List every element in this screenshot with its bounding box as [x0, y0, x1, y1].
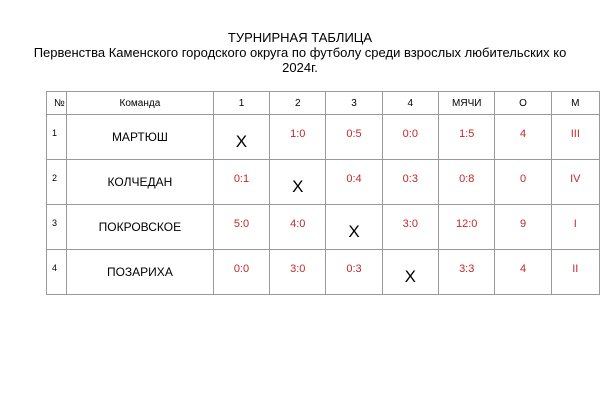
balls-cell: 3:3: [438, 250, 495, 295]
header-points: О: [495, 92, 551, 115]
self-match-mark: X: [404, 267, 416, 286]
document-heading: [0, 30, 600, 75]
header-balls: МЯЧИ: [438, 92, 495, 115]
self-match-cell: [270, 160, 326, 205]
balls-cell: 0:8: [438, 160, 495, 205]
balls-cell: 1:5: [438, 115, 495, 160]
self-match-cell: [382, 250, 438, 295]
table-row: [47, 160, 600, 205]
header-team: Команда: [66, 92, 213, 115]
self-match-mark: X: [292, 177, 304, 196]
table-row: [47, 250, 600, 295]
table-subtitle: Первенства Каменского городского округа по футболу среди взрослых любительских ко: [33, 45, 567, 60]
points-cell: 4: [495, 250, 551, 295]
table-row: [47, 115, 600, 160]
table-title: ТУРНИРНАЯ ТАБЛИЦА: [227, 30, 373, 45]
header-game-4: 4: [382, 92, 438, 115]
points-cell: 0: [495, 160, 551, 205]
score-cell: 3:0: [270, 250, 326, 295]
table-year: 2024г.: [282, 60, 318, 75]
row-number-cell: [47, 160, 67, 205]
score-cell: 4:0: [270, 205, 326, 250]
score-cell: 0:4: [326, 160, 382, 205]
row-number: 4: [52, 263, 58, 273]
place-cell: III: [551, 115, 599, 160]
points-cell: 9: [495, 205, 551, 250]
header-number: №: [47, 92, 67, 115]
place-cell: IV: [551, 160, 599, 205]
score-cell: 0:3: [382, 160, 438, 205]
team-name: ПОЗАРИХА: [66, 250, 213, 295]
header-game-2: 2: [270, 92, 326, 115]
score-cell: 5:0: [213, 205, 269, 250]
points-cell: 4: [495, 115, 551, 160]
score-cell: 0:1: [213, 160, 269, 205]
team-name: КОЛЧЕДАН: [66, 160, 213, 205]
standings-table: [46, 91, 600, 295]
header-row: [47, 92, 600, 115]
header-game-3: 3: [326, 92, 382, 115]
score-cell: 0:5: [326, 115, 382, 160]
score-cell: 0:0: [382, 115, 438, 160]
team-name: МАРТЮШ: [66, 115, 213, 160]
row-number-cell: [47, 115, 67, 160]
header-game-1: 1: [213, 92, 269, 115]
header-place: М: [551, 92, 599, 115]
self-match-mark: X: [348, 222, 360, 241]
score-cell: 3:0: [382, 205, 438, 250]
self-match-cell: [326, 205, 382, 250]
self-match-cell: [213, 115, 269, 160]
row-number: 3: [52, 218, 58, 228]
row-number: 2: [52, 173, 58, 183]
table-row: [47, 205, 600, 250]
score-cell: 1:0: [270, 115, 326, 160]
self-match-mark: X: [235, 132, 248, 151]
team-name: ПОКРОВСКОЕ: [66, 205, 213, 250]
row-number-cell: [47, 205, 67, 250]
score-cell: 0:3: [326, 250, 382, 295]
row-number-cell: [47, 250, 67, 295]
score-cell: 0:0: [213, 250, 269, 295]
row-number: 1: [52, 128, 58, 138]
place-cell: I: [551, 205, 599, 250]
balls-cell: 12:0: [438, 205, 495, 250]
place-cell: II: [551, 250, 599, 295]
